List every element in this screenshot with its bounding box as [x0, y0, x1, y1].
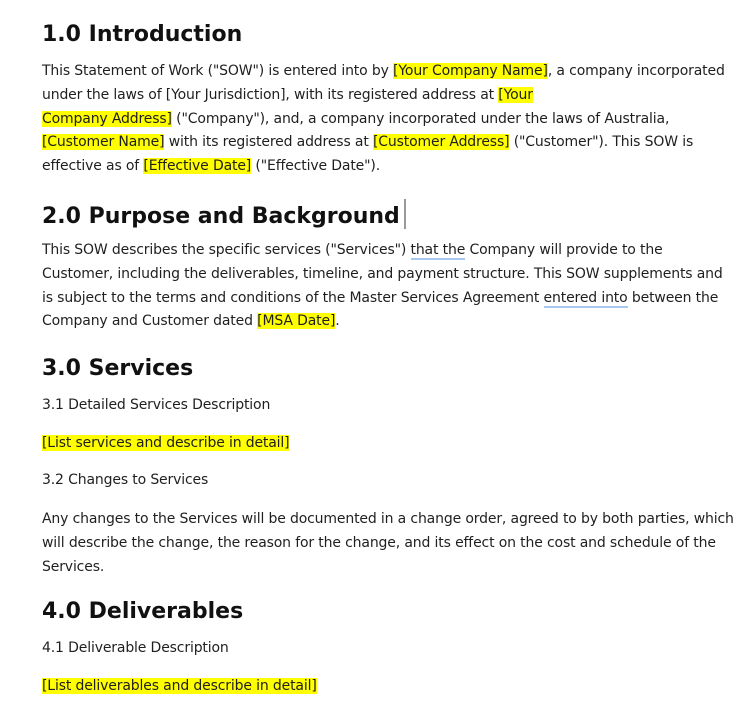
- text-run: This Statement of Work ("SOW") is entered into by: [42, 63, 394, 79]
- placeholder-customer-name[interactable]: [Customer Name]: [42, 134, 165, 151]
- section-heading-purpose: [42, 199, 406, 232]
- section-heading-deliverables: 4.0 Deliverables: [42, 599, 244, 624]
- placeholder-customer-address[interactable]: [Customer Address]: [372, 134, 510, 151]
- subheading-services-description[interactable]: 3.1 Detailed Services Description: [42, 397, 271, 413]
- deliverables-placeholder-line[interactable]: [42, 675, 317, 697]
- text-run: Company Address]: [42, 110, 172, 127]
- text-run: ("Company"), and, a company incorporated under the laws of Australia,: [171, 110, 670, 127]
- grammar-suggestion[interactable]: that the: [410, 242, 466, 258]
- text-run: .: [335, 313, 340, 330]
- placeholder-msa-date[interactable]: [MSA Date]: [257, 313, 336, 330]
- text-run: with its registered address at: [164, 134, 373, 151]
- section-heading-introduction: 1.0 Introduction: [42, 22, 243, 47]
- text-cursor: [404, 199, 406, 229]
- text-run: between the Company and Customer dated: [42, 289, 719, 330]
- grammar-suggestion[interactable]: entered into: [543, 289, 628, 306]
- heading-text: 2.0 Purpose and Background: [42, 204, 400, 229]
- purpose-paragraph[interactable]: [42, 239, 732, 334]
- placeholder-list-deliverables[interactable]: [List deliverables and describe in detail]: [42, 678, 317, 694]
- placeholder-effective-date[interactable]: [Effective Date]: [143, 158, 252, 175]
- services-placeholder-line[interactable]: [42, 432, 289, 454]
- text-run: , a company incorporated under the laws of [Your Jurisdiction], with its registered address at: [42, 63, 725, 103]
- text-run: ("Customer"). This SOW is effective as of: [42, 134, 694, 175]
- text-run: [Your: [498, 86, 533, 103]
- placeholder-list-services[interactable]: [List services and describe in detail]: [42, 435, 290, 451]
- subheading-deliverable-description[interactable]: 4.1 Deliverable Description: [42, 640, 229, 656]
- section-heading-services: 3.0 Services: [42, 356, 194, 381]
- text-run: This SOW describes the specific services ("Services"): [42, 242, 411, 258]
- subheading-changes-to-services[interactable]: 3.2 Changes to Services: [42, 472, 209, 488]
- changes-paragraph[interactable]: Any changes to the Services will be documented in a change order, agreed to by both parties, which will describe the change, the reason for the change, and its effect on the cost and schedule of the Services.: [42, 511, 734, 575]
- text-run: ("Effective Date").: [251, 158, 381, 175]
- introduction-paragraph[interactable]: [42, 60, 742, 179]
- text-run: Company will provide to the Customer, including the deliverables, timeline, and payment structure. This SOW supplements and is subject to the terms and conditions of the Master Services Agreement: [42, 242, 723, 306]
- placeholder-your-company-name[interactable]: [Your Company Name]: [393, 63, 548, 79]
